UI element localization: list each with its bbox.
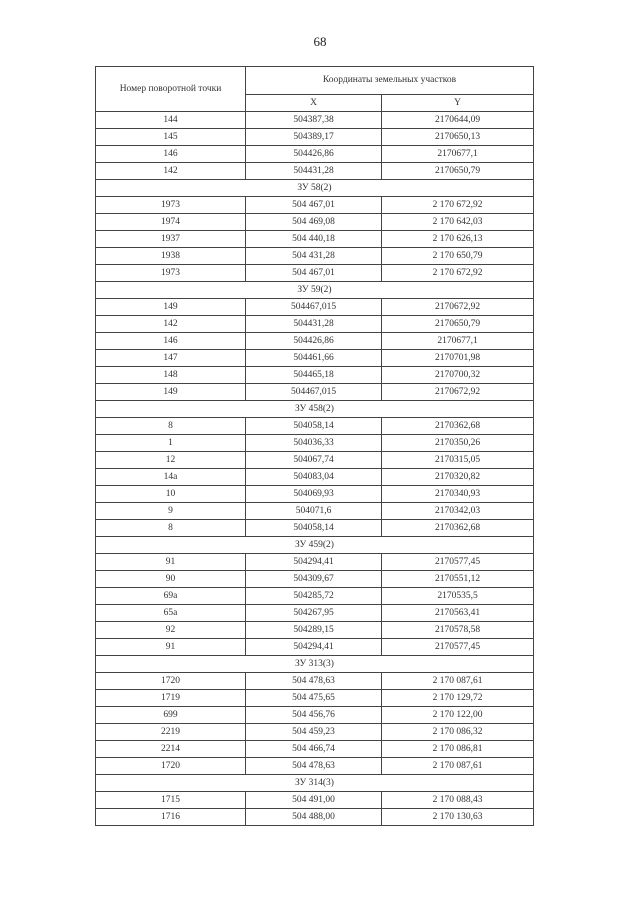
point-number-cell: 1938 xyxy=(96,248,246,265)
x-coordinate-cell: 504 491,00 xyxy=(246,792,382,809)
x-coordinate-cell: 504 475,65 xyxy=(246,690,382,707)
y-coordinate-cell: 2 170 086,81 xyxy=(382,741,534,758)
y-coordinate-cell: 2170315,05 xyxy=(382,452,534,469)
table-row xyxy=(96,350,534,367)
y-coordinate-cell: 2170578,58 xyxy=(382,622,534,639)
x-coordinate-cell: 504387,38 xyxy=(246,112,382,129)
y-coordinate-cell: 2 170 129,72 xyxy=(382,690,534,707)
x-coordinate-cell: 504036,33 xyxy=(246,435,382,452)
y-coordinate-cell: 2170672,92 xyxy=(382,299,534,316)
y-coordinate-cell: 2 170 087,61 xyxy=(382,673,534,690)
point-number-cell: 1719 xyxy=(96,690,246,707)
table-row xyxy=(96,588,534,605)
point-number-cell: 8 xyxy=(96,520,246,537)
y-coordinate-cell: 2170340,93 xyxy=(382,486,534,503)
point-number-cell: 14a xyxy=(96,469,246,486)
y-coordinate-cell: 2170644,09 xyxy=(382,112,534,129)
section-label: ЗУ 59(2) xyxy=(96,282,534,299)
table-row xyxy=(96,639,534,656)
table-row xyxy=(96,163,534,180)
y-coordinate-cell: 2170551,12 xyxy=(382,571,534,588)
y-coordinate-cell: 2 170 086,32 xyxy=(382,724,534,741)
x-coordinate-cell: 504426,86 xyxy=(246,333,382,350)
point-number-cell: 1720 xyxy=(96,758,246,775)
point-number-cell: 9 xyxy=(96,503,246,520)
table-row xyxy=(96,435,534,452)
point-number-cell: 699 xyxy=(96,707,246,724)
x-coordinate-cell: 504 478,63 xyxy=(246,758,382,775)
table-row xyxy=(96,214,534,231)
y-coordinate-cell: 2170577,45 xyxy=(382,554,534,571)
y-coordinate-cell: 2 170 642,03 xyxy=(382,214,534,231)
section-row xyxy=(96,401,534,418)
header-coordinates: Координаты земельных участков xyxy=(246,67,534,95)
point-number-cell: 1715 xyxy=(96,792,246,809)
x-coordinate-cell: 504 467,01 xyxy=(246,265,382,282)
point-number-cell: 146 xyxy=(96,333,246,350)
point-number-cell: 1973 xyxy=(96,197,246,214)
point-number-cell: 1937 xyxy=(96,231,246,248)
point-number-cell: 148 xyxy=(96,367,246,384)
x-coordinate-cell: 504289,15 xyxy=(246,622,382,639)
x-coordinate-cell: 504 431,28 xyxy=(246,248,382,265)
point-number-cell: 91 xyxy=(96,554,246,571)
table-row xyxy=(96,622,534,639)
y-coordinate-cell: 2 170 650,79 xyxy=(382,248,534,265)
point-number-cell: 145 xyxy=(96,129,246,146)
y-coordinate-cell: 2170672,92 xyxy=(382,384,534,401)
point-number-cell: 69a xyxy=(96,588,246,605)
table-row xyxy=(96,690,534,707)
section-row xyxy=(96,282,534,299)
table-row xyxy=(96,503,534,520)
point-number-cell: 2214 xyxy=(96,741,246,758)
point-number-cell: 142 xyxy=(96,316,246,333)
y-coordinate-cell: 2 170 672,92 xyxy=(382,197,534,214)
x-coordinate-cell: 504 469,08 xyxy=(246,214,382,231)
header-x: X xyxy=(246,94,382,111)
y-coordinate-cell: 2170362,68 xyxy=(382,520,534,537)
x-coordinate-cell: 504 459,23 xyxy=(246,724,382,741)
point-number-cell: 10 xyxy=(96,486,246,503)
y-coordinate-cell: 2170650,13 xyxy=(382,129,534,146)
y-coordinate-cell: 2170677,1 xyxy=(382,146,534,163)
table-row xyxy=(96,316,534,333)
y-coordinate-cell: 2 170 672,92 xyxy=(382,265,534,282)
y-coordinate-cell: 2170700,32 xyxy=(382,367,534,384)
point-number-cell: 92 xyxy=(96,622,246,639)
point-number-cell: 149 xyxy=(96,299,246,316)
x-coordinate-cell: 504058,14 xyxy=(246,418,382,435)
point-number-cell: 146 xyxy=(96,146,246,163)
y-coordinate-cell: 2 170 122,00 xyxy=(382,707,534,724)
table-row xyxy=(96,452,534,469)
table-row xyxy=(96,486,534,503)
table-row xyxy=(96,469,534,486)
y-coordinate-cell: 2 170 087,61 xyxy=(382,758,534,775)
table-row xyxy=(96,384,534,401)
point-number-cell: 1716 xyxy=(96,809,246,826)
x-coordinate-cell: 504083,04 xyxy=(246,469,382,486)
x-coordinate-cell: 504 478,63 xyxy=(246,673,382,690)
y-coordinate-cell: 2170563,41 xyxy=(382,605,534,622)
y-coordinate-cell: 2170320,82 xyxy=(382,469,534,486)
x-coordinate-cell: 504467,015 xyxy=(246,384,382,401)
y-coordinate-cell: 2170577,45 xyxy=(382,639,534,656)
point-number-cell: 1973 xyxy=(96,265,246,282)
table-row xyxy=(96,520,534,537)
point-number-cell: 8 xyxy=(96,418,246,435)
table-row xyxy=(96,554,534,571)
x-coordinate-cell: 504 466,74 xyxy=(246,741,382,758)
x-coordinate-cell: 504 456,76 xyxy=(246,707,382,724)
section-label: ЗУ 459(2) xyxy=(96,537,534,554)
section-row xyxy=(96,180,534,197)
x-coordinate-cell: 504058,14 xyxy=(246,520,382,537)
section-row xyxy=(96,775,534,792)
y-coordinate-cell: 2 170 626,13 xyxy=(382,231,534,248)
table-row xyxy=(96,333,534,350)
table-row xyxy=(96,809,534,826)
x-coordinate-cell: 504 440,18 xyxy=(246,231,382,248)
y-coordinate-cell: 2 170 130,63 xyxy=(382,809,534,826)
point-number-cell: 91 xyxy=(96,639,246,656)
y-coordinate-cell: 2170677,1 xyxy=(382,333,534,350)
section-row xyxy=(96,537,534,554)
table-row xyxy=(96,707,534,724)
header-y: Y xyxy=(382,94,534,111)
x-coordinate-cell: 504465,18 xyxy=(246,367,382,384)
y-coordinate-cell: 2170362,68 xyxy=(382,418,534,435)
y-coordinate-cell: 2170535,5 xyxy=(382,588,534,605)
table-row xyxy=(96,112,534,129)
x-coordinate-cell: 504461,66 xyxy=(246,350,382,367)
x-coordinate-cell: 504309,67 xyxy=(246,571,382,588)
table-row xyxy=(96,146,534,163)
x-coordinate-cell: 504 488,00 xyxy=(246,809,382,826)
table-row xyxy=(96,605,534,622)
x-coordinate-cell: 504426,86 xyxy=(246,146,382,163)
table-row xyxy=(96,299,534,316)
table-body xyxy=(96,112,534,826)
table-row xyxy=(96,265,534,282)
x-coordinate-cell: 504267,95 xyxy=(246,605,382,622)
x-coordinate-cell: 504069,93 xyxy=(246,486,382,503)
x-coordinate-cell: 504067,74 xyxy=(246,452,382,469)
y-coordinate-cell: 2170650,79 xyxy=(382,163,534,180)
x-coordinate-cell: 504285,72 xyxy=(246,588,382,605)
x-coordinate-cell: 504467,015 xyxy=(246,299,382,316)
table-row xyxy=(96,792,534,809)
table-row xyxy=(96,758,534,775)
table-row xyxy=(96,248,534,265)
x-coordinate-cell: 504389,17 xyxy=(246,129,382,146)
point-number-cell: 1720 xyxy=(96,673,246,690)
point-number-cell: 65a xyxy=(96,605,246,622)
table-row xyxy=(96,231,534,248)
point-number-cell: 144 xyxy=(96,112,246,129)
section-label: ЗУ 314(3) xyxy=(96,775,534,792)
table-row xyxy=(96,724,534,741)
x-coordinate-cell: 504071,6 xyxy=(246,503,382,520)
x-coordinate-cell: 504294,41 xyxy=(246,554,382,571)
page-number: 68 xyxy=(313,34,327,49)
header-point-number: Номер поворотной точки xyxy=(96,67,246,112)
point-number-cell: 2219 xyxy=(96,724,246,741)
section-label: ЗУ 58(2) xyxy=(96,180,534,197)
table-row xyxy=(96,367,534,384)
point-number-cell: 147 xyxy=(96,350,246,367)
point-number-cell: 90 xyxy=(96,571,246,588)
x-coordinate-cell: 504 467,01 xyxy=(246,197,382,214)
table-row xyxy=(96,129,534,146)
table-row xyxy=(96,673,534,690)
table-row xyxy=(96,741,534,758)
x-coordinate-cell: 504431,28 xyxy=(246,316,382,333)
point-number-cell: 12 xyxy=(96,452,246,469)
section-row xyxy=(96,656,534,673)
section-label: ЗУ 313(3) xyxy=(96,656,534,673)
table-row xyxy=(96,418,534,435)
coordinates-table xyxy=(95,66,534,826)
point-number-cell: 1974 xyxy=(96,214,246,231)
y-coordinate-cell: 2 170 088,43 xyxy=(382,792,534,809)
x-coordinate-cell: 504431,28 xyxy=(246,163,382,180)
table-row xyxy=(96,197,534,214)
section-label: ЗУ 458(2) xyxy=(96,401,534,418)
x-coordinate-cell: 504294,41 xyxy=(246,639,382,656)
y-coordinate-cell: 2170701,98 xyxy=(382,350,534,367)
point-number-cell: 149 xyxy=(96,384,246,401)
point-number-cell: 1 xyxy=(96,435,246,452)
y-coordinate-cell: 2170342,03 xyxy=(382,503,534,520)
table-row xyxy=(96,571,534,588)
y-coordinate-cell: 2170650,79 xyxy=(382,316,534,333)
point-number-cell: 142 xyxy=(96,163,246,180)
y-coordinate-cell: 2170350,26 xyxy=(382,435,534,452)
